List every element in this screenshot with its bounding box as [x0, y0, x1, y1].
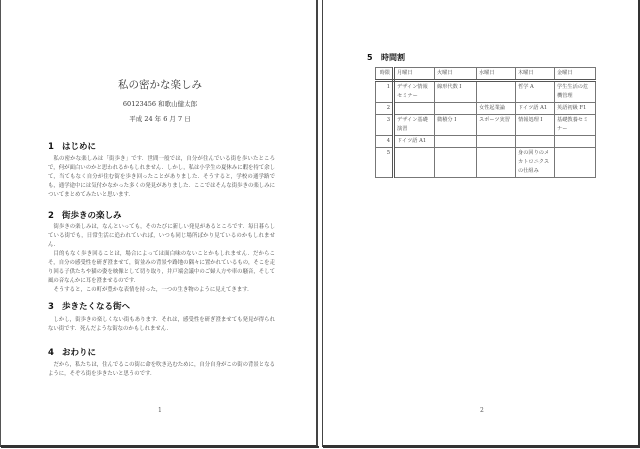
section-heading-1 [48, 140, 96, 152]
table-cell [394, 103, 435, 115]
table-cell: 女性起業論 [477, 103, 516, 115]
table-cell [435, 148, 477, 178]
period-cell: 1 [376, 81, 394, 103]
paragraph: しかし，街歩きの楽しくない街もあります．それは，感受性を研ぎ澄ませても発見が得られない街です．死んだような街なのかもしれません． [48, 317, 275, 332]
section-heading-2 [48, 209, 122, 221]
section-title: 時間割 [381, 53, 405, 62]
paragraph: だから，私たちは，住んでるこの街に命を吹き込むために，自分自身がこの街の背景となるように，そぞろ街を歩きたいと思うのです． [48, 362, 275, 377]
period-cell: 5 [376, 148, 394, 178]
paragraph: そうすると，この町が豊かな表情を持った，一つの生き物のように見えてきます． [53, 287, 253, 293]
table-cell: 線形代数 I [435, 81, 477, 103]
table-cell: 英語初級 F1 [555, 103, 596, 115]
header-cell: 火曜日 [435, 68, 477, 81]
document-date: 平成 24 年 6 月 7 日 [129, 115, 191, 123]
table-cell [435, 136, 477, 148]
table-cell [477, 148, 516, 178]
table-cell: デザイン基礎演習 [394, 115, 435, 136]
paragraph: 私の密かな楽しみは「街歩き」です．世間一般では，自分が住んでいる街を歩いたところで，何が面白いのかと思われるかもしれません．しかし，私は小学生の夏休みに暇を持て余して，当てもなく自分が住む街を歩き回ったことがありました．そうすると，学校の通学路でも，通学途中には気付かなかった多くの発見がありました．ここではそんな街歩きの楽しみについてまとめてみたいと思います． [48, 156, 275, 198]
section-body-3 [48, 316, 275, 334]
table-cell [477, 136, 516, 148]
table-cell [555, 136, 596, 148]
section-body-1 [48, 155, 275, 200]
section-number: 4 [48, 348, 54, 358]
table-cell: 身の回りのメカトロニクスの仕組み [516, 148, 555, 178]
document-author: 60123456 和歌山健太郎 [122, 100, 198, 108]
table-row [376, 136, 596, 148]
section-heading-5 [367, 52, 405, 63]
table-cell: 基礎教養セミナー [555, 115, 596, 136]
section-body-4 [48, 361, 275, 379]
timetable [375, 67, 596, 178]
section-body-2 [48, 223, 275, 295]
table-cell: スポーツ実習 [477, 115, 516, 136]
table-cell [435, 103, 477, 115]
document-title: 私の密かな楽しみ [118, 79, 202, 91]
period-cell: 3 [376, 115, 394, 136]
table-cell: ドイツ語 A1 [516, 103, 555, 115]
table-row [376, 115, 596, 136]
table-cell [516, 136, 555, 148]
section-title: 歩きたくなる街へ [62, 302, 131, 312]
timetable-header-row [376, 68, 596, 81]
table-cell: 学生生活の危機管理 [555, 81, 596, 103]
paragraph: 街歩きの楽しみは，なんといっても，そのたびに新しい発見があるところです．毎日暮らしている街でも，日常生活に追われていれば，いつも同じ場所ばかり見ているのかもしれません． [48, 224, 275, 248]
table-cell [477, 81, 516, 103]
table-cell [555, 148, 596, 178]
section-title: おわりに [62, 348, 97, 358]
period-cell: 4 [376, 136, 394, 148]
section-number: 3 [48, 302, 54, 312]
section-title: はじめに [62, 142, 97, 152]
table-cell: 情報処理 I [516, 115, 555, 136]
table-row [376, 148, 596, 178]
table-row [376, 81, 596, 103]
table-row [376, 103, 596, 115]
document-page-1 [0, 0, 318, 447]
header-cell: 金曜日 [555, 68, 596, 81]
page-number: 2 [480, 407, 484, 414]
header-cell: 木曜日 [516, 68, 555, 81]
table-cell: ドイツ語 A1 [394, 136, 435, 148]
period-cell: 2 [376, 103, 394, 115]
section-heading-3 [48, 300, 130, 312]
section-title: 街歩きの楽しみ [62, 211, 122, 221]
table-cell: 微積分 I [435, 115, 477, 136]
section-number: 2 [48, 211, 54, 221]
section-number: 5 [367, 53, 373, 62]
table-cell [394, 148, 435, 178]
table-cell: 哲学 A [516, 81, 555, 103]
paragraph: 目的もなく歩き回ることは，場合によっては面白味のないことかもしれません．だからこそ，自分の感受性を研ぎ澄ませて，街並みの背景や路地の隅々に置かれているもの，そこを走り回る子供たちや猫の姿を映像として切り取り，井戸端会議中のご婦人方や車の騒音，そして風の音なんかに耳を澄ませるのです． [48, 251, 275, 284]
header-cell: 月曜日 [394, 68, 435, 81]
table-cell: デザイン情報セミナー [394, 81, 435, 103]
header-cell: 水曜日 [477, 68, 516, 81]
section-heading-4 [48, 346, 96, 358]
header-cell: 時限 [376, 68, 394, 81]
section-number: 1 [48, 142, 54, 152]
page-number: 1 [158, 407, 162, 414]
